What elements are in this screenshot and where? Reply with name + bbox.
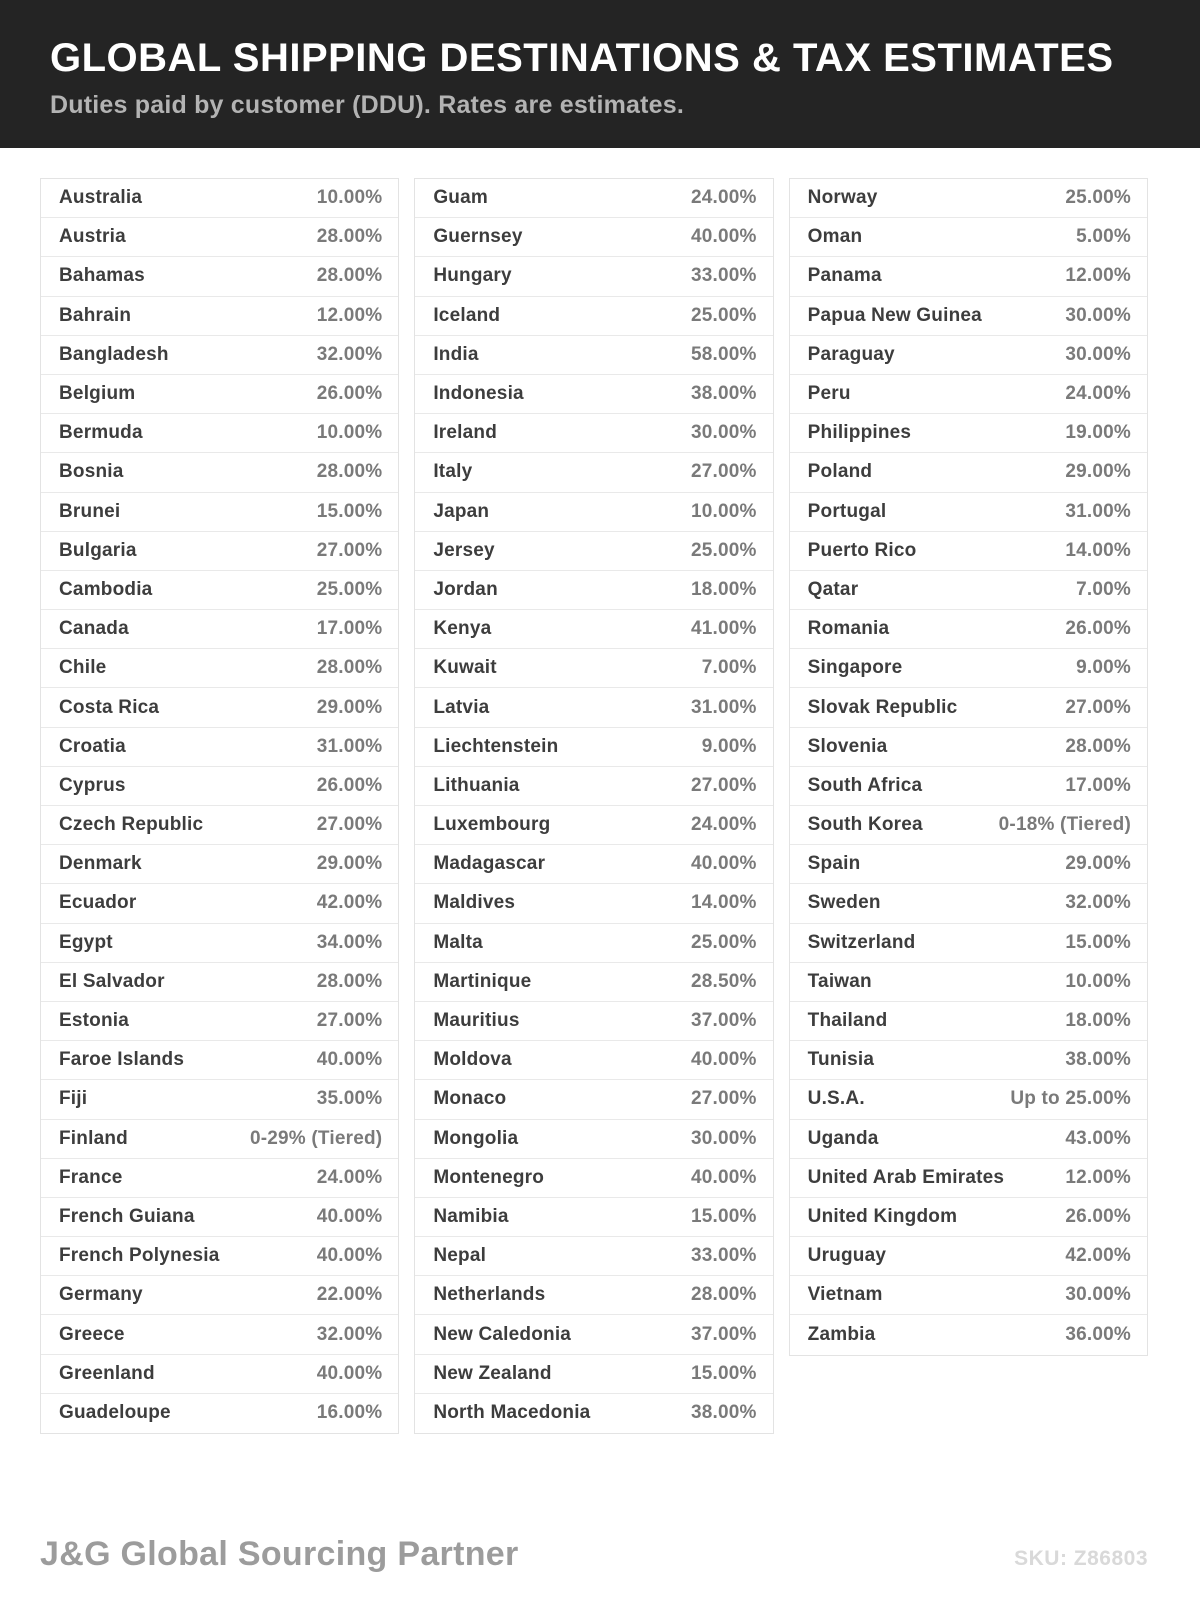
table-row — [415, 767, 772, 806]
table-row — [41, 806, 398, 845]
tax-rate: 40.00% — [316, 1245, 383, 1267]
country-name: South Korea — [807, 814, 923, 836]
tax-rate: 28.00% — [316, 226, 383, 248]
table-row — [790, 297, 1147, 336]
table-row — [415, 649, 772, 688]
country-name: Jordan — [433, 578, 498, 600]
table-row — [415, 924, 772, 963]
tax-rate: 28.00% — [316, 657, 383, 679]
table-row — [41, 688, 398, 727]
tax-rate: 16.00% — [316, 1402, 383, 1424]
country-name: Madagascar — [433, 853, 546, 875]
country-name: Ireland — [433, 422, 498, 444]
tax-rate: 42.00% — [316, 892, 383, 914]
tax-rate: 12.00% — [1065, 265, 1131, 287]
tax-rate: 0-29% (Tiered) — [249, 1127, 383, 1149]
country-name: Montenegro — [433, 1166, 545, 1188]
country-name: Croatia — [59, 735, 126, 757]
tax-rate: 28.00% — [316, 265, 383, 287]
tax-rate: 17.00% — [1065, 774, 1131, 796]
table-row — [415, 1355, 772, 1394]
tax-rate: 27.00% — [316, 1010, 383, 1032]
tax-rate: 27.00% — [691, 1088, 757, 1110]
country-name: Romania — [807, 618, 890, 640]
table-column-3 — [789, 178, 1148, 1356]
table-row — [415, 845, 772, 884]
tax-rate: 0-18% (Tiered) — [998, 814, 1131, 836]
table-row — [41, 1237, 398, 1276]
tax-rate: 27.00% — [691, 461, 757, 483]
tax-rate: 32.00% — [1065, 892, 1131, 914]
table-row — [790, 728, 1147, 767]
table-row — [790, 375, 1147, 414]
country-name: Bosnia — [59, 461, 124, 483]
table-row — [41, 1002, 398, 1041]
country-name: France — [59, 1166, 123, 1188]
country-name: Egypt — [59, 931, 113, 953]
table-row — [790, 1198, 1147, 1237]
country-name: Guadeloupe — [59, 1402, 171, 1424]
country-name: Slovak Republic — [807, 696, 958, 718]
tax-rate: 10.00% — [316, 187, 383, 209]
country-name: Bahrain — [59, 304, 132, 326]
tax-rate: 26.00% — [316, 383, 383, 405]
table-row — [790, 767, 1147, 806]
country-name: Indonesia — [433, 383, 524, 405]
tax-rate: 30.00% — [1065, 1284, 1131, 1306]
country-name: Malta — [433, 931, 483, 953]
tax-rate: 37.00% — [691, 1323, 757, 1345]
country-name: Qatar — [807, 578, 859, 600]
country-name: Philippines — [807, 422, 912, 444]
tax-rate: 41.00% — [691, 618, 757, 640]
country-name: Nepal — [433, 1245, 487, 1267]
table-row — [41, 767, 398, 806]
table-row — [415, 1080, 772, 1119]
header-banner — [0, 0, 1200, 148]
country-name: Oman — [807, 226, 863, 248]
tax-rate: 14.00% — [691, 892, 757, 914]
country-name: Thailand — [807, 1010, 888, 1032]
table-row — [415, 297, 772, 336]
brand-name: J&G Global Sourcing Partner — [40, 1535, 519, 1573]
table-row — [415, 179, 772, 218]
country-name: Papua New Guinea — [807, 304, 982, 326]
footer — [40, 1535, 1148, 1574]
country-name: Namibia — [433, 1205, 509, 1227]
table-row — [41, 218, 398, 257]
tax-rate: 14.00% — [1065, 539, 1131, 561]
table-row — [41, 453, 398, 492]
country-name: Sweden — [807, 892, 881, 914]
tax-rate: 40.00% — [316, 1205, 383, 1227]
country-name: Iceland — [433, 304, 501, 326]
country-name: Puerto Rico — [807, 539, 917, 561]
table-column-1 — [40, 178, 399, 1434]
table-row — [41, 297, 398, 336]
country-name: Mongolia — [433, 1127, 519, 1149]
tax-rate: 10.00% — [1065, 970, 1131, 992]
page-subtitle: Duties paid by customer (DDU). Rates are estimates. — [50, 91, 685, 119]
country-name: Fiji — [59, 1088, 88, 1110]
table-row — [790, 179, 1147, 218]
table-row — [41, 1394, 398, 1433]
tax-rate: 27.00% — [1065, 696, 1131, 718]
tax-rate: 15.00% — [316, 500, 383, 522]
tax-rate: 25.00% — [691, 931, 757, 953]
tax-rate: 29.00% — [316, 853, 383, 875]
country-name: New Caledonia — [433, 1323, 572, 1345]
table-row — [790, 688, 1147, 727]
country-name: Greece — [59, 1323, 125, 1345]
country-name: South Africa — [807, 774, 923, 796]
table-row — [415, 453, 772, 492]
tax-rate: 30.00% — [691, 1127, 757, 1149]
sku-label: SKU: Z86803 — [1014, 1547, 1148, 1570]
tax-rate: 7.00% — [701, 657, 757, 679]
country-name: Switzerland — [807, 931, 916, 953]
country-name: Hungary — [433, 265, 512, 287]
country-name: Moldova — [433, 1049, 512, 1071]
table-row — [41, 924, 398, 963]
tax-rate: 32.00% — [316, 343, 383, 365]
table-row — [41, 728, 398, 767]
country-name: Greenland — [59, 1362, 155, 1384]
tax-rate: 30.00% — [691, 422, 757, 444]
country-name: New Zealand — [433, 1362, 552, 1384]
country-name: Guernsey — [433, 226, 523, 248]
tax-rate: 25.00% — [691, 304, 757, 326]
tax-rate: 24.00% — [1065, 383, 1131, 405]
tax-rate: 25.00% — [691, 539, 757, 561]
tax-rate: 27.00% — [316, 539, 383, 561]
table-row — [790, 924, 1147, 963]
tax-rate: 29.00% — [1065, 461, 1131, 483]
tax-rate: 58.00% — [691, 343, 757, 365]
table-row — [790, 532, 1147, 571]
country-name: Spain — [807, 853, 861, 875]
table-row — [41, 1198, 398, 1237]
tax-rate: 31.00% — [691, 696, 757, 718]
table-row — [790, 1002, 1147, 1041]
tax-rate: 28.00% — [316, 461, 383, 483]
table-row — [415, 532, 772, 571]
tax-rate: 28.00% — [1065, 735, 1131, 757]
tax-rate: 33.00% — [691, 1245, 757, 1267]
table-row — [415, 493, 772, 532]
table-column-2 — [414, 178, 773, 1434]
table-row — [41, 1276, 398, 1315]
country-name: Chile — [59, 657, 107, 679]
tax-rate: 9.00% — [1076, 657, 1131, 679]
table-row — [790, 610, 1147, 649]
country-name: Cambodia — [59, 578, 153, 600]
tax-rate: 43.00% — [1065, 1127, 1131, 1149]
country-name: India — [433, 343, 479, 365]
table-row — [415, 1041, 772, 1080]
table-row — [790, 414, 1147, 453]
table-row — [415, 1315, 772, 1354]
tax-rate: 30.00% — [1065, 304, 1131, 326]
country-name: Estonia — [59, 1010, 130, 1032]
country-name: Luxembourg — [433, 814, 551, 836]
table-row — [415, 257, 772, 296]
country-name: Bangladesh — [59, 343, 169, 365]
tax-rate: 26.00% — [1065, 618, 1131, 640]
tax-rate: 10.00% — [316, 422, 383, 444]
table-row — [41, 336, 398, 375]
country-name: Slovenia — [807, 735, 888, 757]
table-row — [41, 1355, 398, 1394]
table-row — [415, 414, 772, 453]
country-name: Bermuda — [59, 422, 143, 444]
table-row — [41, 610, 398, 649]
tax-rate: 25.00% — [1065, 187, 1131, 209]
country-name: Italy — [433, 461, 473, 483]
table-row — [415, 336, 772, 375]
country-name: Norway — [807, 187, 878, 209]
tax-rate: 31.00% — [316, 735, 383, 757]
tax-rate: 26.00% — [1065, 1205, 1131, 1227]
country-name: Taiwan — [807, 970, 872, 992]
country-name: El Salvador — [59, 970, 165, 992]
tax-rate: 38.00% — [691, 383, 757, 405]
tax-rate: 40.00% — [691, 226, 757, 248]
tax-rate: 40.00% — [691, 1166, 757, 1188]
tax-rate: 42.00% — [1065, 1245, 1131, 1267]
country-name: Portugal — [807, 500, 887, 522]
tax-rate: 5.00% — [1076, 226, 1131, 248]
country-name: Kuwait — [433, 657, 497, 679]
tax-rate: 31.00% — [1065, 500, 1131, 522]
table-row — [790, 649, 1147, 688]
country-name: Guam — [433, 187, 488, 209]
tax-rate: 12.00% — [1065, 1166, 1131, 1188]
table-row — [790, 1120, 1147, 1159]
country-name: Cyprus — [59, 774, 126, 796]
tax-rate: 7.00% — [1076, 578, 1131, 600]
tax-rate: 24.00% — [691, 814, 757, 836]
country-name: Zambia — [807, 1324, 876, 1346]
tax-rate-table — [40, 178, 1148, 1434]
tax-rate: 17.00% — [316, 618, 383, 640]
table-row — [41, 1315, 398, 1354]
country-name: Mauritius — [433, 1010, 520, 1032]
table-row — [415, 728, 772, 767]
country-name: Germany — [59, 1284, 143, 1306]
table-row — [415, 1394, 772, 1433]
table-row — [41, 493, 398, 532]
table-row — [415, 218, 772, 257]
country-name: Peru — [807, 383, 851, 405]
tax-rate: 40.00% — [316, 1362, 383, 1384]
country-name: Latvia — [433, 696, 490, 718]
tax-rate: 29.00% — [316, 696, 383, 718]
table-row — [790, 257, 1147, 296]
tax-rate: 26.00% — [316, 774, 383, 796]
country-name: Japan — [433, 500, 490, 522]
table-row — [41, 963, 398, 1002]
table-row — [790, 1159, 1147, 1198]
tax-rate: 28.50% — [691, 970, 757, 992]
tax-rate: 28.00% — [316, 970, 383, 992]
table-row — [415, 1198, 772, 1237]
country-name: French Guiana — [59, 1205, 195, 1227]
table-row — [790, 884, 1147, 923]
country-name: Bahamas — [59, 265, 145, 287]
table-row — [415, 1002, 772, 1041]
table-row — [415, 1276, 772, 1315]
table-row — [415, 571, 772, 610]
table-row — [41, 375, 398, 414]
country-name: Panama — [807, 265, 882, 287]
tax-rate: 10.00% — [691, 500, 757, 522]
table-row — [790, 806, 1147, 845]
country-name: Finland — [59, 1127, 128, 1149]
page-title: GLOBAL SHIPPING DESTINATIONS & TAX ESTIMATES — [50, 36, 1114, 80]
table-row — [41, 257, 398, 296]
table-row — [41, 1120, 398, 1159]
tax-rate: 27.00% — [691, 774, 757, 796]
country-name: Ecuador — [59, 892, 137, 914]
tax-rate: 24.00% — [316, 1166, 383, 1188]
country-name: United Arab Emirates — [807, 1166, 1005, 1188]
table-row — [415, 806, 772, 845]
tax-rate: 15.00% — [691, 1205, 757, 1227]
tax-rate: 38.00% — [691, 1402, 757, 1424]
table-row — [41, 845, 398, 884]
country-name: Canada — [59, 618, 129, 640]
tax-rate: 9.00% — [701, 735, 757, 757]
country-name: Poland — [807, 461, 873, 483]
country-name: Maldives — [433, 892, 516, 914]
table-row — [790, 571, 1147, 610]
table-row — [41, 1041, 398, 1080]
table-row — [790, 963, 1147, 1002]
table-row — [415, 884, 772, 923]
table-row — [790, 218, 1147, 257]
table-row — [41, 571, 398, 610]
tax-rate: 18.00% — [1065, 1010, 1131, 1032]
table-row — [790, 1276, 1147, 1315]
country-name: Lithuania — [433, 774, 520, 796]
tax-rate: 25.00% — [316, 578, 383, 600]
country-name: Netherlands — [433, 1284, 546, 1306]
tax-rate: 22.00% — [316, 1284, 383, 1306]
table-row — [790, 493, 1147, 532]
country-name: Monaco — [433, 1088, 507, 1110]
country-name: Uganda — [807, 1127, 879, 1149]
tax-rate: 28.00% — [691, 1284, 757, 1306]
table-row — [790, 1080, 1147, 1119]
tax-rate: 24.00% — [691, 187, 757, 209]
tax-rate: 15.00% — [691, 1362, 757, 1384]
country-name: Paraguay — [807, 343, 895, 365]
country-name: Tunisia — [807, 1049, 875, 1071]
table-row — [415, 688, 772, 727]
table-row — [41, 414, 398, 453]
table-row — [790, 1315, 1147, 1354]
tax-rate: 34.00% — [316, 931, 383, 953]
table-row — [790, 1237, 1147, 1276]
country-name: Czech Republic — [59, 814, 204, 836]
table-row — [41, 649, 398, 688]
tax-rate: Up to 25.00% — [1010, 1088, 1131, 1110]
table-row — [790, 336, 1147, 375]
tax-rate: 29.00% — [1065, 853, 1131, 875]
country-name: Denmark — [59, 853, 142, 875]
table-row — [41, 884, 398, 923]
table-row — [41, 1080, 398, 1119]
tax-rate: 19.00% — [1065, 422, 1131, 444]
tax-rate: 40.00% — [691, 853, 757, 875]
tax-rate: 30.00% — [1065, 343, 1131, 365]
table-row — [790, 1041, 1147, 1080]
table-row — [415, 963, 772, 1002]
table-row — [41, 532, 398, 571]
table-row — [790, 845, 1147, 884]
country-name: Singapore — [807, 657, 903, 679]
tax-rate: 12.00% — [316, 304, 383, 326]
table-row — [41, 179, 398, 218]
country-name: Australia — [59, 187, 143, 209]
tax-rate: 40.00% — [691, 1049, 757, 1071]
country-name: French Polynesia — [59, 1245, 220, 1267]
table-row — [415, 1159, 772, 1198]
country-name: Jersey — [433, 539, 495, 561]
country-name: Kenya — [433, 618, 492, 640]
tax-rate: 18.00% — [691, 578, 757, 600]
tax-rate: 40.00% — [316, 1049, 383, 1071]
table-row — [41, 1159, 398, 1198]
country-name: Uruguay — [807, 1245, 887, 1267]
table-row — [415, 375, 772, 414]
tax-rate: 36.00% — [1065, 1324, 1131, 1346]
country-name: Austria — [59, 226, 126, 248]
country-name: Martinique — [433, 970, 532, 992]
country-name: Brunei — [59, 500, 121, 522]
tax-rate: 33.00% — [691, 265, 757, 287]
country-name: Costa Rica — [59, 696, 160, 718]
table-row — [415, 610, 772, 649]
table-row — [415, 1120, 772, 1159]
tax-rate: 27.00% — [316, 814, 383, 836]
country-name: North Macedonia — [433, 1402, 591, 1424]
tax-rate: 15.00% — [1065, 931, 1131, 953]
tax-rate: 38.00% — [1065, 1049, 1131, 1071]
table-row — [790, 453, 1147, 492]
tax-rate: 37.00% — [691, 1010, 757, 1032]
country-name: Belgium — [59, 383, 136, 405]
country-name: Vietnam — [807, 1284, 883, 1306]
country-name: Bulgaria — [59, 539, 137, 561]
country-name: Liechtenstein — [433, 735, 559, 757]
country-name: Faroe Islands — [59, 1049, 185, 1071]
tax-rate: 32.00% — [316, 1323, 383, 1345]
table-row — [415, 1237, 772, 1276]
country-name: U.S.A. — [807, 1088, 865, 1110]
country-name: United Kingdom — [807, 1205, 958, 1227]
tax-rate: 35.00% — [316, 1088, 383, 1110]
